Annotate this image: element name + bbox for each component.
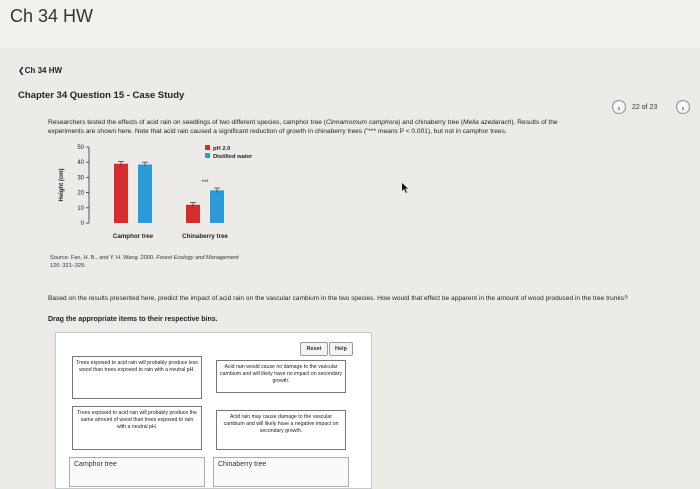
bin-label-camphor: Camphor tree — [74, 461, 117, 468]
next-question-button[interactable] — [676, 100, 690, 114]
source-citation — [50, 254, 270, 270]
draggable-card-same-wood[interactable]: Trees exposed to acid rain will probably produce the same amount of wood than trees exposed to rain with a neutral pH. — [72, 406, 202, 450]
question-heading: Chapter 34 Question 15 - Case Study — [18, 90, 185, 101]
y-tick-label: 40 — [77, 160, 84, 167]
x-category-label: Camphor tree — [112, 233, 154, 240]
chevron-left-icon: ‹ — [617, 103, 621, 113]
source-journal: Forest Ecology and Management — [156, 255, 239, 261]
chinaberry-species-name: Melia azedarach — [463, 119, 512, 126]
bar — [114, 164, 128, 223]
chevron-right-icon: › — [681, 103, 685, 113]
back-link[interactable]: ❮Ch 34 HW — [18, 66, 63, 75]
reset-button[interactable]: Reset — [300, 342, 328, 356]
draggable-card-no-damage[interactable]: Acid rain would cause no damage to the vascular cambium and will likely have no impact on secondary growth. — [216, 360, 346, 393]
help-button[interactable]: Help — [329, 342, 353, 356]
legend-label: pH 2.0 — [213, 146, 231, 152]
bin-label-chinaberry: Chinaberry tree — [218, 461, 267, 468]
legend-swatch — [205, 145, 210, 150]
legend-label: Distilled water — [213, 154, 253, 160]
significance-annotation: *** — [201, 180, 209, 187]
question-navigation — [612, 98, 685, 116]
bar — [186, 205, 200, 223]
previous-question-button[interactable] — [612, 100, 626, 114]
intro-text: ). Results of the — [511, 119, 558, 126]
question-text: Based on the results presented here, predict the impact of acid rain on the vascular cambium in the two species. How would that effect be apparent in the amount of wood produced in the tree trunks? — [48, 295, 628, 302]
question-counter: 22 of 23 — [632, 103, 658, 111]
intro-text-line2: experiments are shown here. Note that acid rain caused a significant reduction of growth in chinaberry trees ("*** means P < 0.001), but not in camphor trees. — [48, 128, 507, 135]
bar — [138, 164, 152, 223]
x-category-label: Chinaberry tree — [182, 233, 228, 240]
mouse-cursor-icon — [402, 180, 410, 198]
legend-swatch — [205, 153, 210, 158]
camphor-species-name: Cinnamomum camphora — [325, 119, 399, 126]
top-bar — [0, 0, 700, 48]
intro-text: ) and chinaberry tree ( — [398, 119, 464, 126]
y-tick-label: 10 — [77, 205, 84, 212]
source-reference: 126: 321–329. — [50, 263, 86, 269]
instruction-text: Drag the appropriate items to their respective bins. — [48, 316, 218, 323]
y-tick-label: 30 — [77, 175, 84, 182]
drag-drop-panel — [55, 332, 372, 489]
y-axis-label: Height (cm) — [59, 168, 65, 202]
y-tick-label: 0 — [80, 221, 84, 227]
intro-text: Researchers tested the effects of acid rain on seedlings of two different species, camphor tree ( — [48, 119, 326, 126]
y-tick-label: 20 — [77, 190, 84, 197]
chart-svg — [55, 143, 295, 253]
draggable-card-negative-impact[interactable]: Acid rain may cause damage to the vascular cambium and will likely have a negative impact on secondary growth. — [216, 410, 346, 450]
intro-paragraph — [48, 118, 678, 136]
growth-bar-chart — [55, 143, 295, 253]
y-tick-label: 50 — [77, 145, 84, 151]
page-title: Ch 34 HW — [10, 6, 94, 26]
bar — [210, 190, 224, 223]
draggable-card-less-wood[interactable]: Trees exposed to acid rain will probably produce less wood than trees exposed to rain with a neutral pH. — [72, 356, 202, 399]
source-prefix: Source: Fan, H. B., and Y. H. Wang. 2000. — [50, 255, 155, 261]
